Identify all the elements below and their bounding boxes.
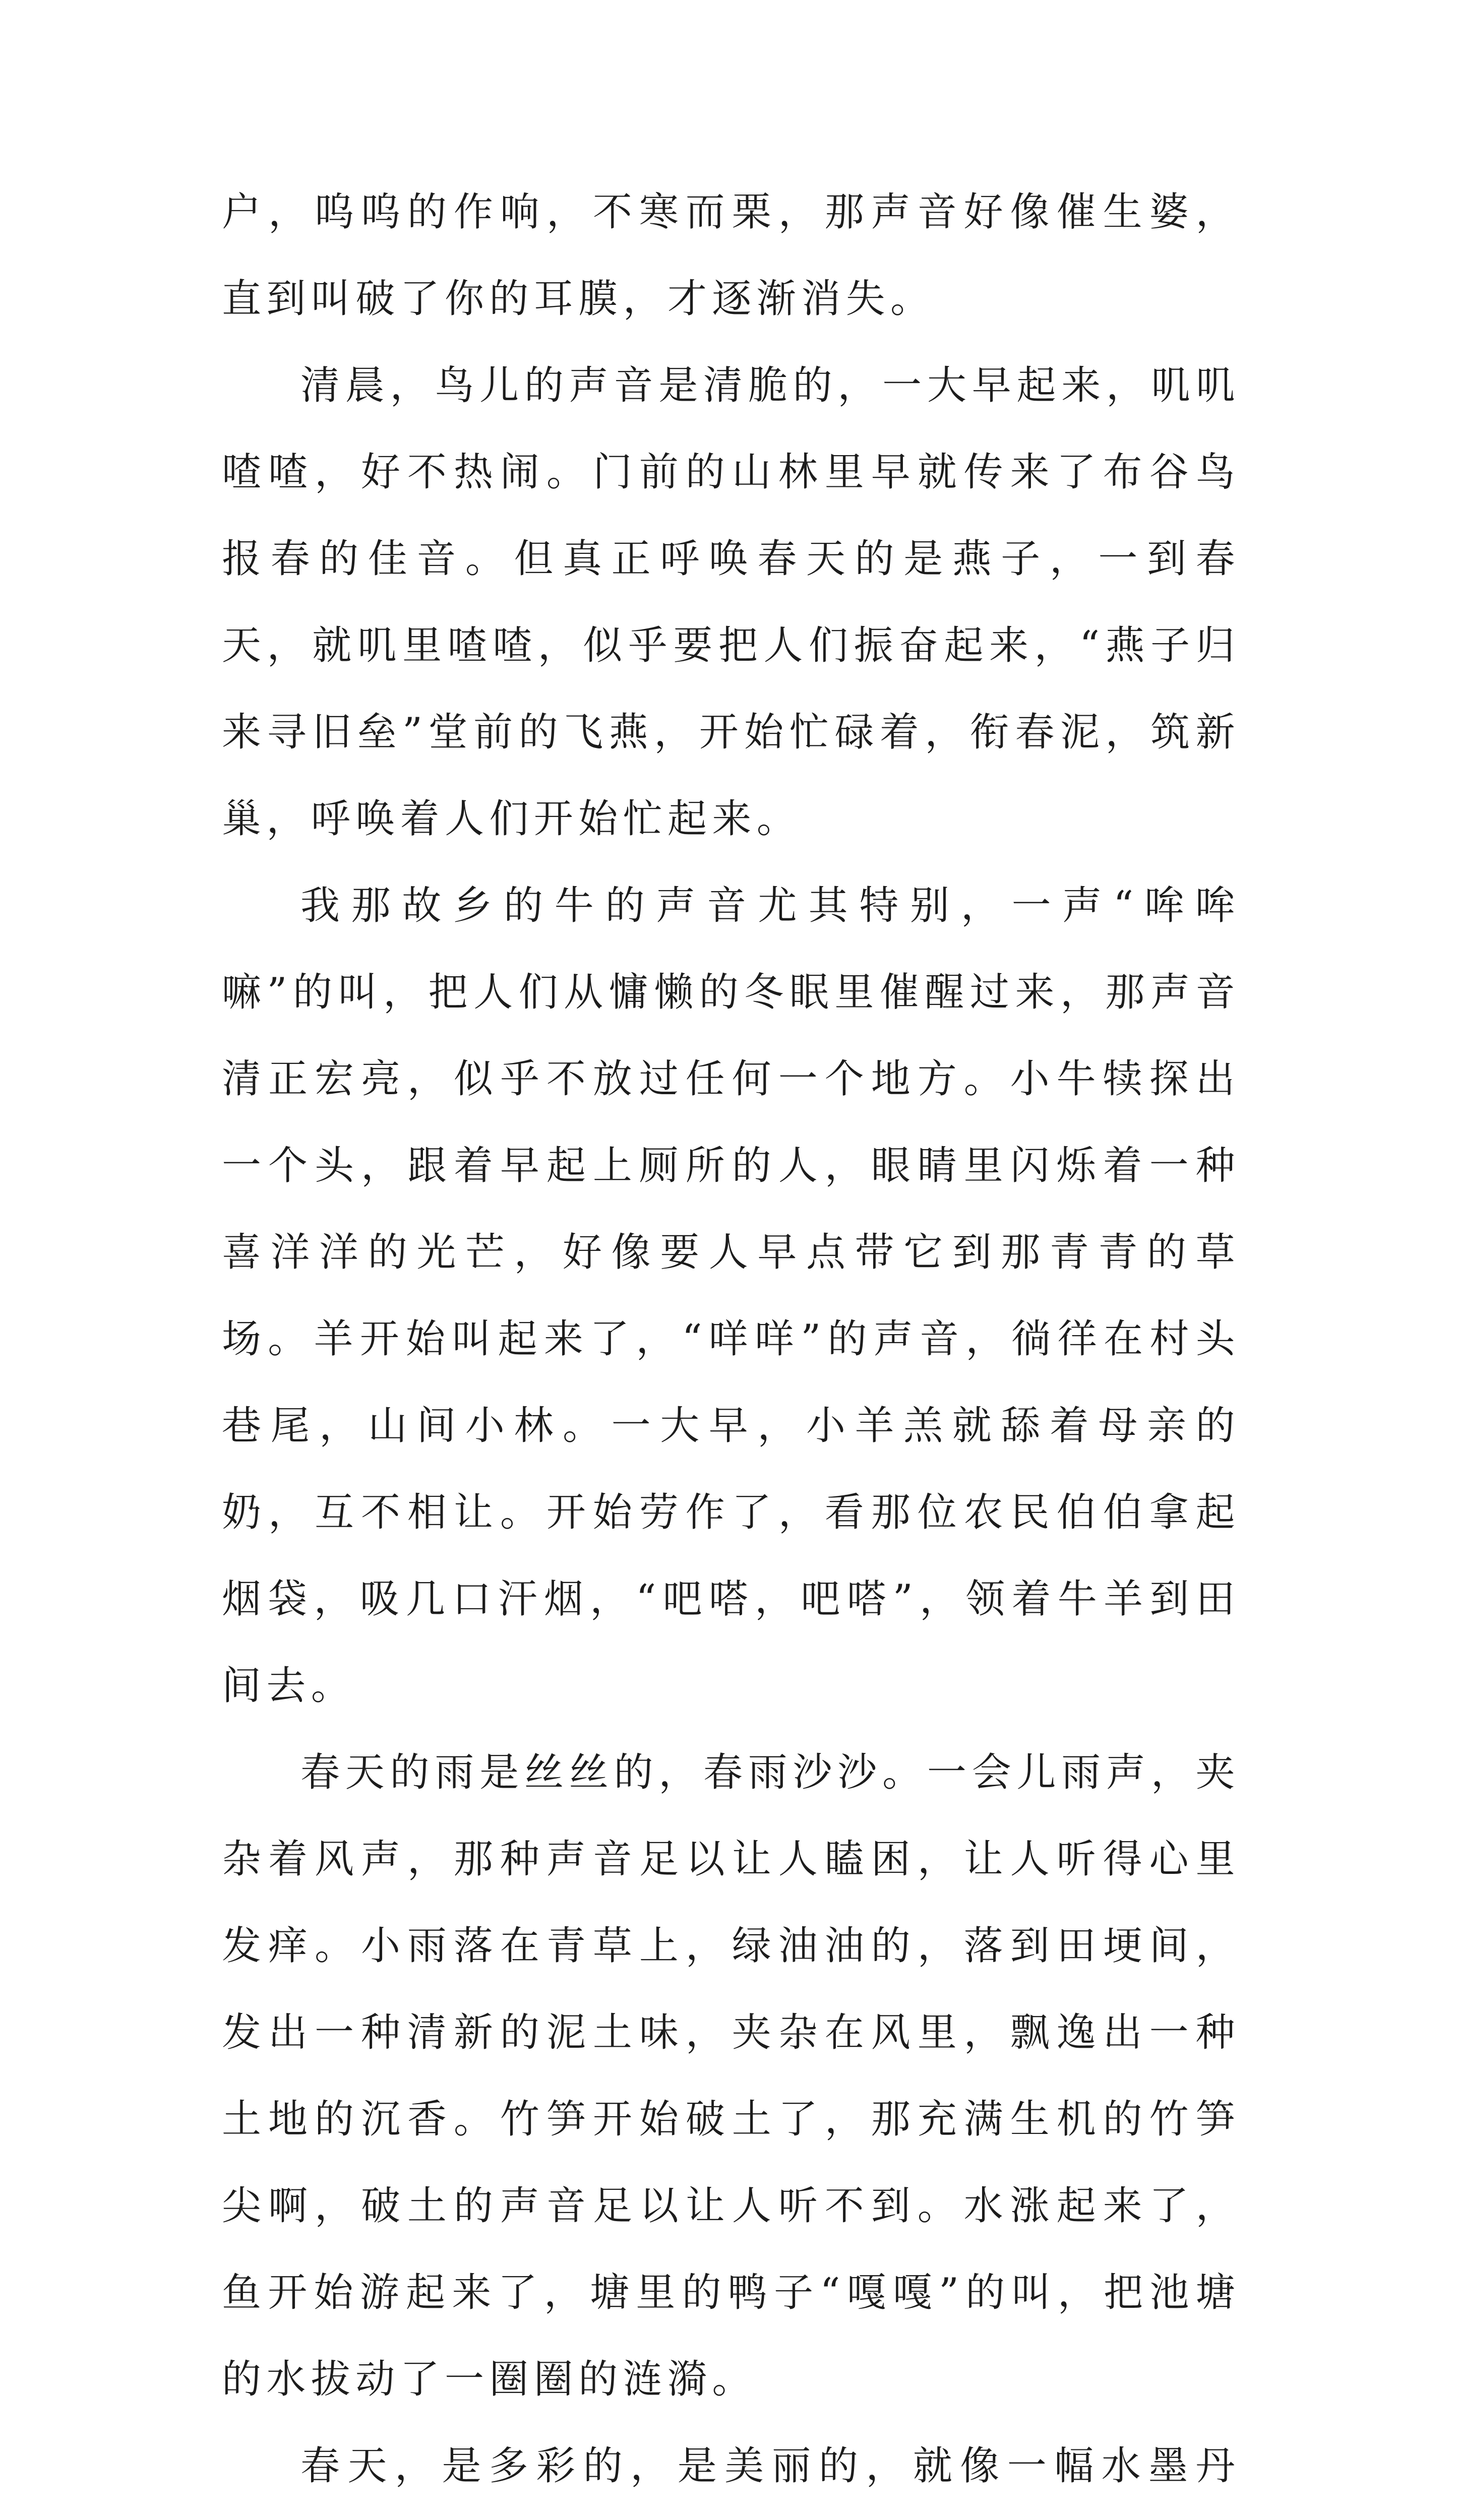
paragraph-3: 我那故乡的牛的声音尤其特别，一声“哞哞嘛”的叫，把人们从慵懒的冬眠里催醒过来，那声音清正宏亮，似乎不放过任何一个地方。小牛犊探出一个头，跟着早起上厕所的人，眼睛里闪烁着一种喜洋洋的光芒，好像要人早点带它到那青青的草场。羊开始叫起来了，“咩咩”的声音，徜徉在村头巷尾，山间小林。一大早，小羊羔就舔着母亲的奶，互不相让。开始劳作了，看那位农民伯伯拿起烟袋，吸几口汗烟，“吧嗒，吧嗒”，领着牛羊到田间去。 <box>222 883 1240 1709</box>
paragraph-5: 春天，是多彩的，是美丽的，就像一幅水墨丹 <box>300 2443 1240 2489</box>
paragraph-4: 春天的雨是丝丝的，春雨沙沙。一会儿雨声，夹杂着风声，那种声音足以让人瞌困，让人听得心里发痒。小雨落在青草上，绿油油的，落到田埂间，发出一种清新的泥土味，夹杂在风里，飘逸出一种土地的沉香。竹笋开始破土了，那充满生机的竹笋尖啊，破土的声音足以让人听不到。水涨起来了，鱼开始游起来了，塘里的鸭子“嘎嘎”的叫，把池塘的水拔动了一圈圈的涟漪。 <box>222 1750 1240 2402</box>
paragraph-1: 户，呜呜的作响，不寒而栗，那声音好像催生婆，直到叫破了你的耳膜，才逐渐消失。 <box>222 190 1240 322</box>
paragraph-2: 清晨，鸟儿的声音是清脆的，一大早起来，叽叽喳喳，好不热闹。门前的山林里早就传来了布谷鸟报春的佳音。但真正呼唤春天的是燕子，一到春天，就叽里喳喳，似乎要把人们振奋起来，“燕子归来寻旧垒”堂前的飞燕，开始忙碌着，衔春泥，筑新巢，呼唤着人们开始忙起来。 <box>222 363 1240 842</box>
article-body <box>222 169 1240 2520</box>
